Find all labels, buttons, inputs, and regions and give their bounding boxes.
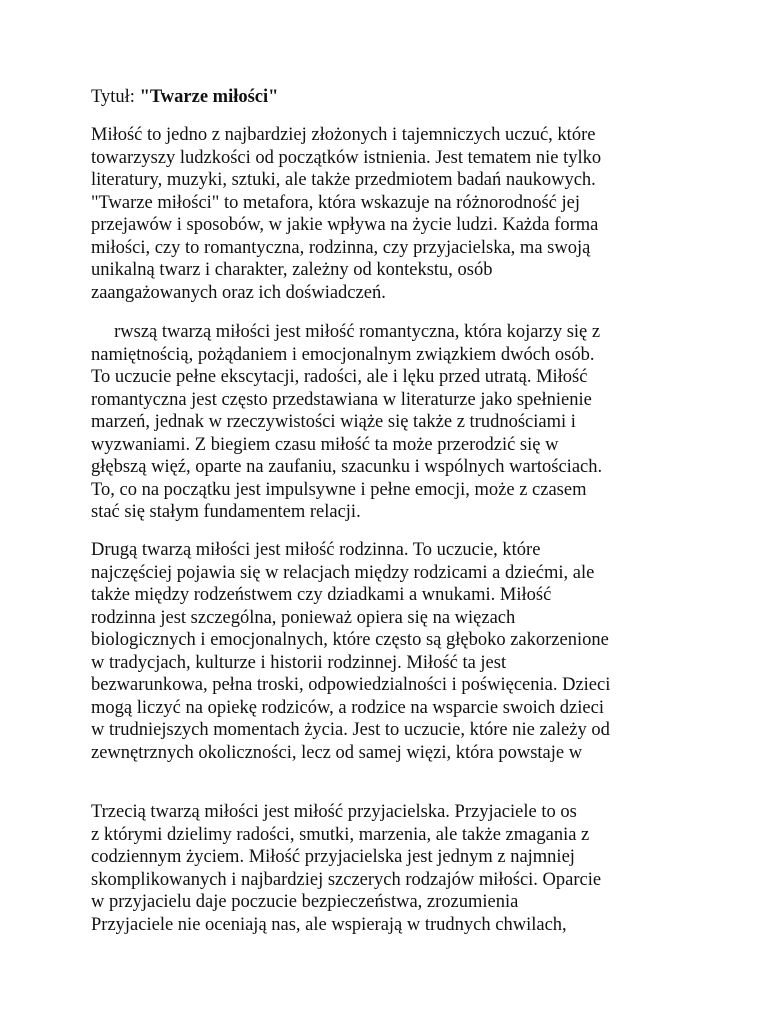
paragraph-line: towarzyszy ludzkości od początków istnienia. Jest tematem nie tylko [91, 147, 602, 168]
title-text: "Twarze miłości" [139, 87, 279, 107]
paragraph-line: stać się stałym fundamentem relacji. [91, 502, 361, 522]
paragraph-line: codziennym życiem. Miłość przyjacielska jest jednym z najmniej [91, 847, 575, 867]
title-label: Tytuł: [91, 87, 140, 107]
paragraph-line: bezwarunkowa, pełna troski, odpowiedzialności i poświęcenia. Dzieci [91, 675, 611, 695]
paragraph-line: Miłość to jedno z najbardziej złożonych i tajemniczych uczuć, które [91, 125, 596, 145]
paragraph-line: "Twarze miłości" to metafora, która wskazuje na różnorodność jej [91, 192, 580, 213]
paragraph-intro [91, 124, 691, 304]
paragraph-line: mogą liczyć na opiekę rodziców, a rodzice na wsparcie swoich dzieci [91, 697, 604, 718]
paragraph-line: romantyczna jest często przedstawiana w literaturze jako spełnienie [91, 389, 592, 410]
paragraph-line: unikalną twarz i charakter, zależny od kontekstu, osób [91, 260, 493, 280]
paragraph-line: w trudniejszych momentach życia. Jest to uczucie, które nie zależy od [91, 720, 610, 740]
paragraph-line: literatury, muzyki, sztuki, ale także przedmiotem badań naukowych. [91, 170, 596, 190]
paragraph-line: marzeń, jednak w rzeczywistości wiąże się także z trudnościami i [91, 412, 576, 432]
paragraph-romantic [91, 321, 691, 524]
paragraph-line: Trzecią twarzą miłości jest miłość przyjacielska. Przyjaciele to os [91, 802, 577, 822]
paragraph-line: miłości, czy to romantyczna, rodzinna, czy przyjacielska, ma swoją [91, 237, 591, 258]
paragraph-family [91, 539, 691, 764]
paragraph-line: także między rodzeństwem czy dziadkami a wnukami. Miłość [91, 585, 552, 605]
paragraph-line: To, co na początku jest impulsywne i pełne emocji, może z czasem [91, 479, 587, 500]
paragraph-line: zewnętrznych okoliczności, lecz od samej więzi, która powstaje w [91, 742, 583, 763]
paragraph-line: namiętnością, pożądaniem i emocjonalnym związkiem dwóch osób. [91, 344, 595, 365]
paragraph-line: przejawów i sposobów, w jakie wpływa na życie ludzi. Każda forma [91, 215, 599, 235]
paragraph-line: To uczucie pełne ekscytacji, radości, ale i lęku przed utratą. Miłość [91, 367, 588, 387]
paragraph-line: rodzinna jest szczególna, ponieważ opiera się na więzach [91, 607, 516, 628]
paragraph-line: z którymi dzielimy radości, smutki, marzenia, ale także zmagania z [91, 824, 590, 845]
paragraph-friendship [91, 801, 691, 936]
paragraph-line: zaangażowanych oraz ich doświadczeń. [91, 282, 386, 303]
paragraph-line: biologicznych i emocjonalnych, które często są głęboko zakorzenione [91, 630, 609, 650]
paragraph-line: Drugą twarzą miłości jest miłość rodzinna. To uczucie, które [91, 540, 541, 560]
paragraph-line: Przyjaciele nie oceniają nas, ale wspierają w trudnych chwilach, [91, 914, 567, 935]
paragraph-line: w tradycjach, kulturze i historii rodzinnej. Miłość ta jest [91, 652, 507, 673]
paragraph-line: głębszą więź, oparte na zaufaniu, szacunku i wspólnych wartościach. [91, 457, 603, 477]
document-title [91, 86, 691, 109]
paragraph-line: w przyjacielu daje poczucie bezpieczeństwa, zrozumienia [91, 892, 519, 912]
paragraph-line: najczęściej pojawia się w relacjach między rodzicami a dziećmi, ale [91, 562, 595, 583]
paragraph-line: rwszą twarzą miłości jest miłość romantyczna, która kojarzy się z [91, 322, 601, 342]
paragraph-line: skomplikowanych i najbardziej szczerych rodzajów miłości. Oparcie [91, 869, 602, 890]
paragraph-line: wyzwaniami. Z biegiem czasu miłość ta może przerodzić się w [91, 434, 559, 455]
